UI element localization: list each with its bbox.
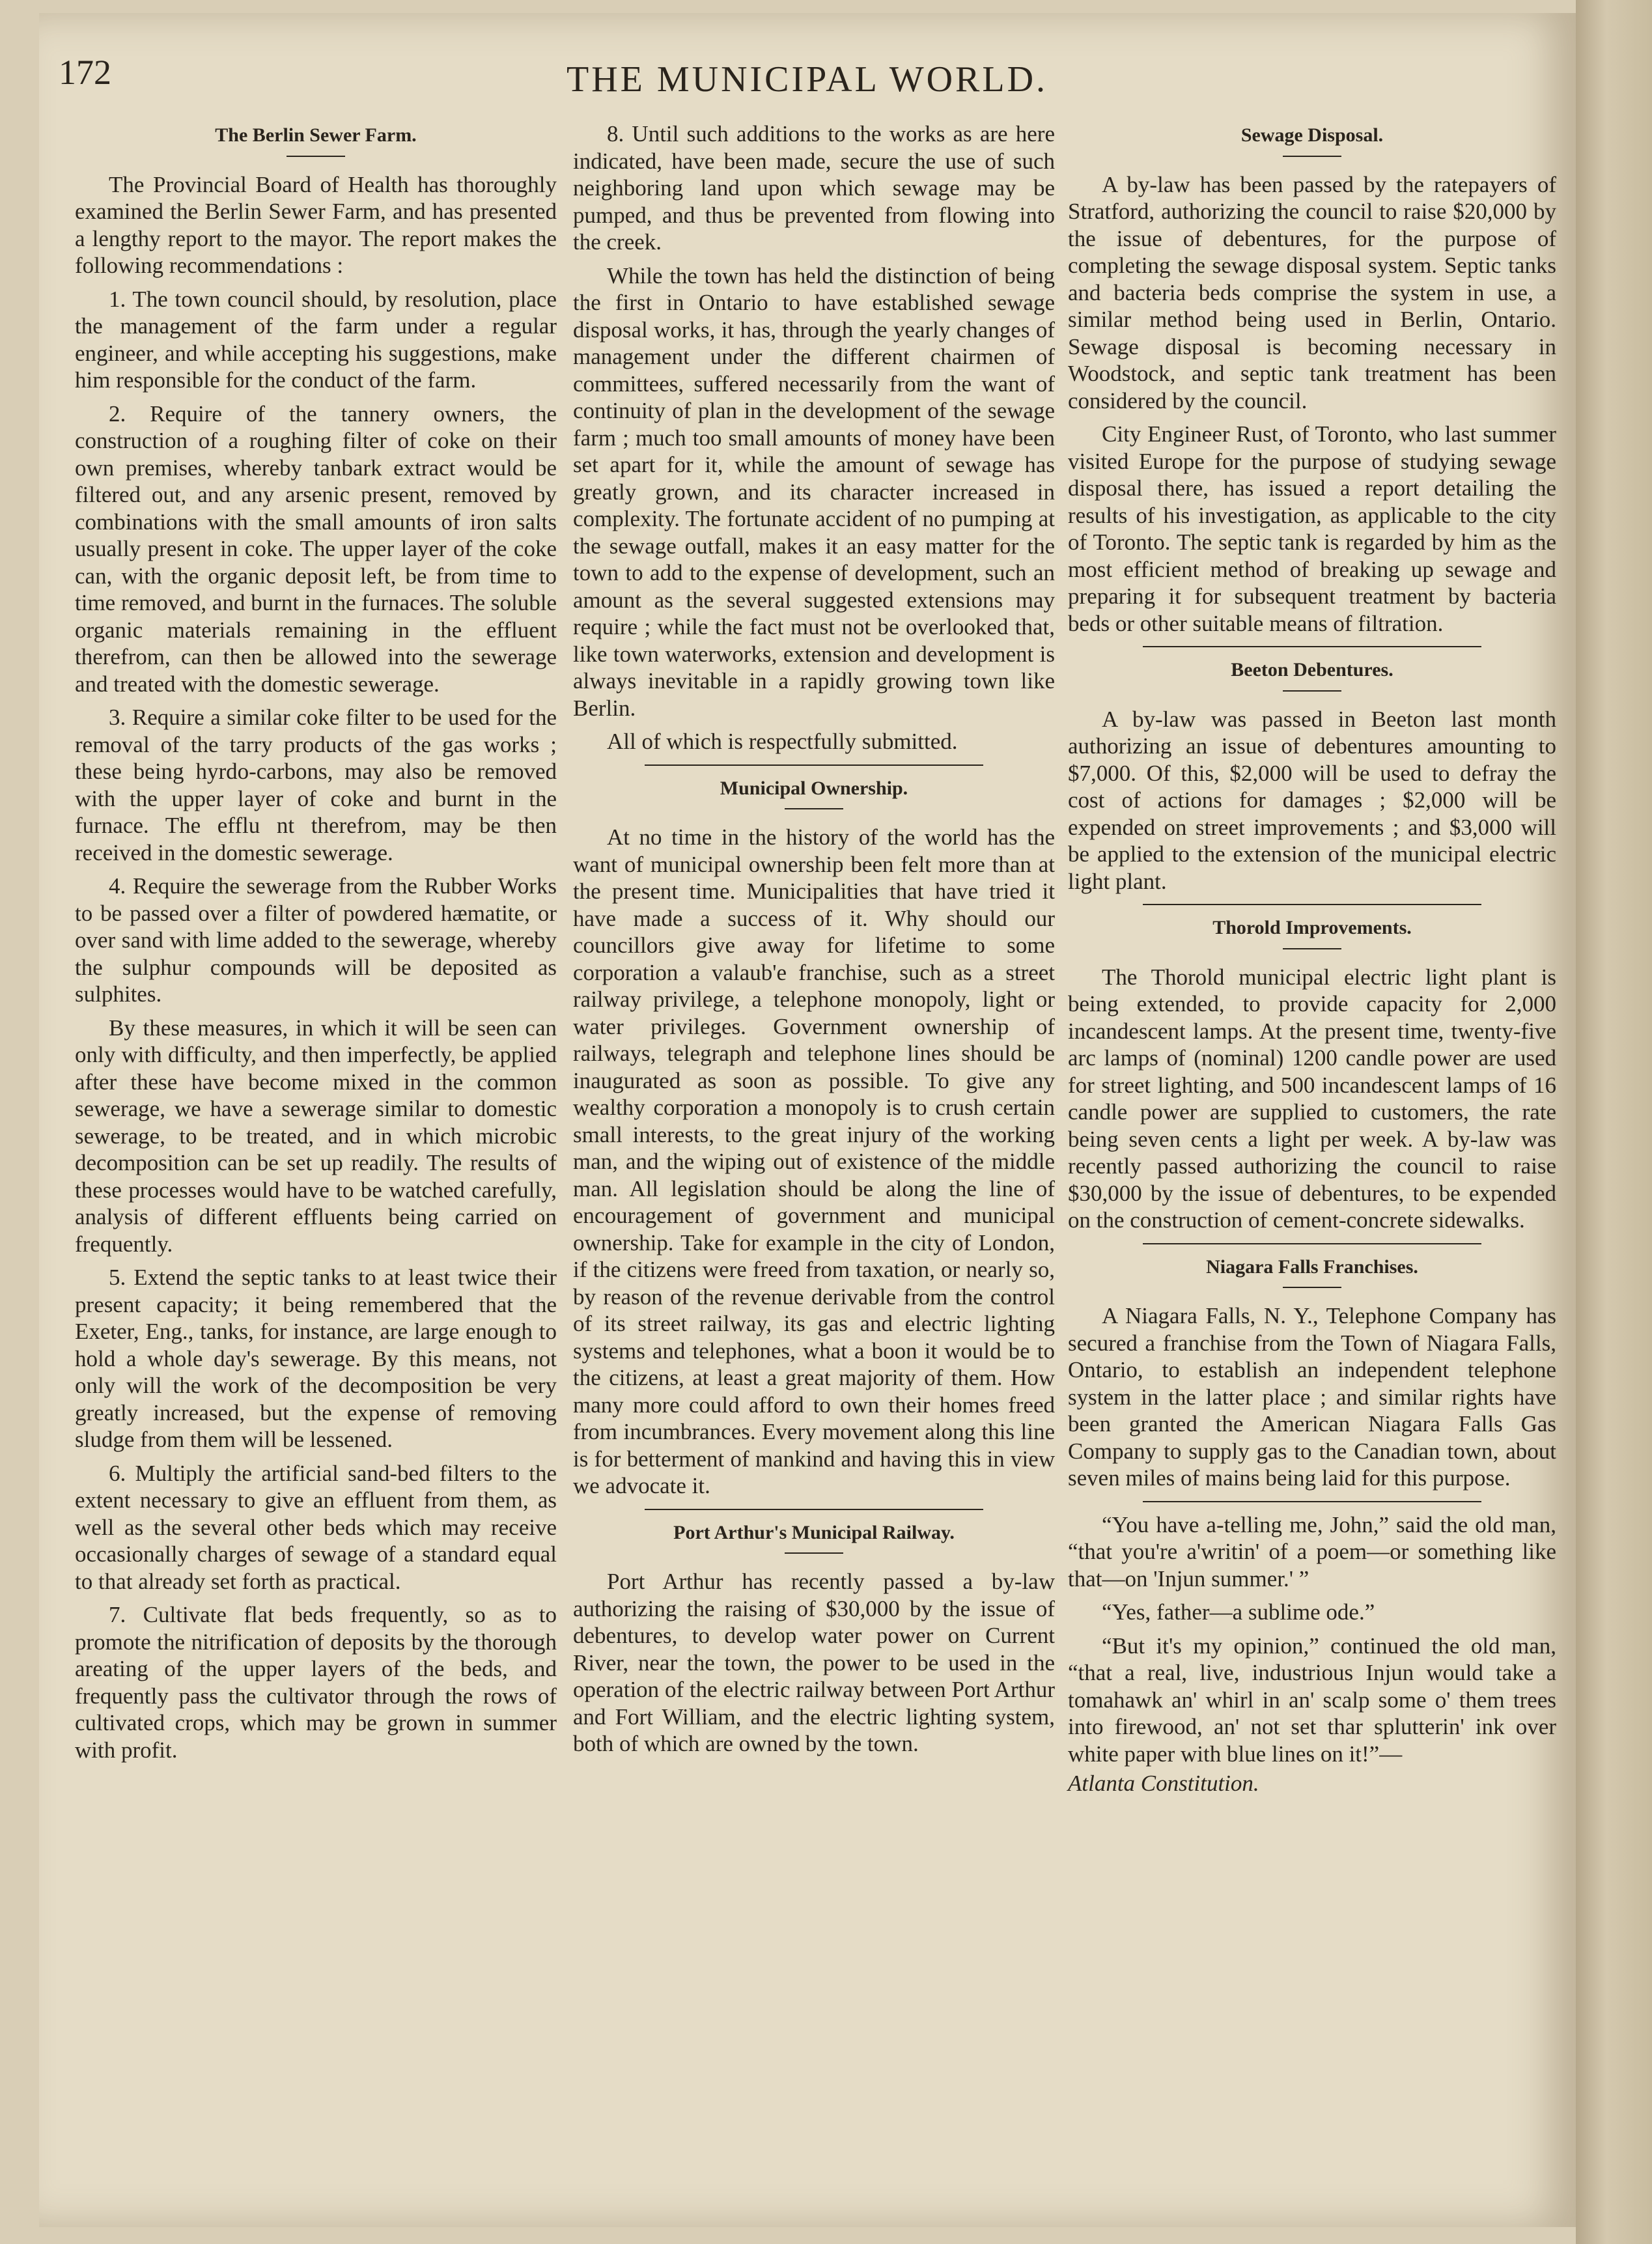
paragraph: Port Arthur has recently passed a by-law authorizing the raising of $30,000 by the issue of debentures, to develop water power on Current River, near the town, the power to be used in the operation of the electric railway between Port Arthur and Fort William, and the electric lighting system, both of which are owned by the town. [573,1569,1055,1756]
paragraph: The Provincial Board of Health has thoroughly examined the Berlin Sewer Farm, and has presented a lengthy report to the mayor. The report makes the following recommendations : [75,171,557,278]
paragraph: 5. Extend the septic tanks to at least twice their present capacity; it being remembered that the Exeter, Eng., tanks, for instance, are large enough to hold a whole day's sewerage. By this means, not only will the work of the decomposition be very greatly increased, but the expense of removing sludge from them will be lessened. [75,1265,557,1452]
section-title-thorold-improvements: Thorold Improvements. [1212,917,1412,938]
section-title-beeton-debentures: Beeton Debentures. [1231,659,1393,680]
paragraph: By these measures, in which it will be seen can only with difficulty, and then imperfectly, be applied after these have become mixed in the common sewerage, we have a sewerage similar to domestic sewerage, to be treated, and in which microbic decomposition can be set up readily. The results of these processes would have to be watched carefully, analysis of different effluents being carried on frequently. [75,1015,557,1257]
section-title-niagara-falls-franchises: Niagara Falls Franchises. [1206,1255,1418,1278]
section-divider [1143,1501,1481,1502]
page-number: 172 [59,53,111,92]
paragraph: “Yes, father—a sublime ode.” [1102,1599,1375,1625]
column-2 [573,120,1055,1764]
page-header [59,52,1543,111]
page-gutter [1576,0,1652,2244]
column-3 [1068,120,1556,1804]
paragraph: A by-law was passed in Beeton last month authorizing an issue of debentures amounting to $7,000. Of this, $2,000 will be used to defray the cost of actions for damages ; $2,000 will be expended on street improvements ; and $3,000 will be applied to the extension of the municipal electric light plant. [1068,706,1556,894]
section-title-berlin-sewer-farm: The Berlin Sewer Farm. [215,124,417,146]
section-divider [1143,646,1481,647]
paragraph: “But it's my opinion,” continued the old man, “that a real, live, industrious Injun would take a tomahawk an' whirl in an' scalp some o' them trees into firewood, an' not set thar splutterin' ink over white paper with blue lines on it!”— [1068,1633,1556,1767]
title-rule [1283,156,1341,157]
paragraph: 3. Require a similar coke filter to be used for the removal of the tarry products of the gas works ; these being hyrdo-carbons, may also be removed with the upper layer of coke and burnt in the furnace. The efflu nt therefrom, may be then received in the domestic sewerage. [75,705,557,865]
paragraph: A by-law has been passed by the ratepayers of Stratford, authorizing the council to raise $20,000 by the issue of debentures, for the purpose of completing the sewage disposal system. Septic tanks and bacteria beds comprise the system in use, a similar method being used in Berlin, Ontario. Sewage disposal is becoming necessary in Woodstock, and septic tank treatment has been considered by the council. [1068,171,1556,414]
title-rule [785,1552,843,1554]
paragraph: 8. Until such additions to the works as are here indicated, have been made, secure the use of such neighboring land upon which sewage may be pumped, and thus be prevented from flowing into the creek. [573,121,1055,255]
section-title-port-arthur: Port Arthur's Municipal Railway. [673,1521,955,1543]
title-rule [1283,690,1341,692]
paragraph: 1. The town council should, by resolution, place the management of the farm under a regular engineer, and while accepting his suggestions, make him responsible for the conduct of the farm. [75,286,557,393]
journal-title: THE MUNICIPAL WORLD. [567,59,1048,100]
section-divider [645,764,983,766]
paragraph: “You have a-telling me, John,” said the old man, “that you're a'writin' of a poem—or something like that—on 'Injun summer.' ” [1068,1511,1556,1592]
section-divider [1143,904,1481,905]
title-rule [287,156,345,157]
title-rule [1283,1287,1341,1288]
paragraph: 7. Cultivate flat beds frequently, so as to promote the nitrification of deposits by the thorough areating of the upper layers of the beds, and frequently pass the cultivator through the rows of cultivated crops, which may be grown in summer with profit. [75,1602,557,1763]
section-title-sewage-disposal: Sewage Disposal. [1240,124,1384,146]
paragraph: A Niagara Falls, N. Y., Telephone Company has secured a franchise from the Town of Niagara Falls, Ontario, to establish an independent telephone system in the latter place ; and similar rights have been granted the American Niagara Falls Gas Company to supply gas to the Canadian town, about seven miles of mains being laid for this purpose. [1068,1303,1556,1491]
paragraph: While the town has held the distinction of being the first in Ontario to have established sewage disposal works, it has, through the yearly changes of management under the different chairmen of committees, suffered necessarily from the want of continuity of plan in the development of the sewage farm ; much too small amounts of money have been set apart for it, while the amount of sewage has greatly grown, and its character increased in complexity. The fortunate accident of no pumping at the sewage outfall, makes it an easy matter for the town to add to the expense of development, such an amount as the several suggested extensions may require ; while the fact must not be overlooked that, like town waterworks, extension and development is always inevitable in a rapidly growing town like Berlin. [573,262,1055,721]
paragraph: All of which is respectfully submitted. [607,729,958,754]
section-divider [1143,1243,1481,1244]
title-rule [1283,948,1341,949]
paragraph: The Thorold municipal electric light plant is being extended, to provide capacity for 2,000 incandescent lamps. At the present time, twenty-five arc lamps of (nominal) 1200 candle power are used for street lighting, and 500 incandescent lamps of 16 candle power are supplied to customers, the rate being seven cents a light per week. A by-law was recently passed authorizing the council to raise $30,000 by the issue of debentures, to be expended on the construction of cement-concrete sidewalks. [1068,964,1556,1233]
title-rule [785,808,843,809]
section-title-municipal-ownership: Municipal Ownership. [720,777,908,799]
paragraph: 6. Multiply the artificial sand-bed filters to the extent necessary to give an effluent from them, as well as the several other beds which may receive occasionally charges of sewage of a standard equal to that already set forth as practical. [75,1460,557,1594]
column-1 [75,120,557,1770]
paragraph: City Engineer Rust, of Toronto, who last summer visited Europe for the purpose of studying sewage disposal there, has issued a report detailing the results of his investigation, as applicable to the city of Toronto. The septic tank is regarded by him as the most efficient method of breaking up sewage and preparing it for subsequent treatment by bacteria beds or other suitable means of filtration. [1068,421,1556,636]
citation: Atlanta Constitution. [1068,1771,1259,1796]
section-divider [645,1509,983,1510]
paragraph: 4. Require the sewerage from the Rubber Works to be passed over a filter of powdered hæmatite, or over sand with lime added to the sewerage, whereby the sulphur compounds will be deposited as sulphites. [75,873,557,1007]
paragraph: At no time in the history of the world has the want of municipal ownership been felt more than at the present time. Municipalities that have tried it have made a success of it. Why should our councillors give away for lifetime to some corporation a valaub'e franchise, such as a street railway privilege, a telephone monopoly, light or water privileges. Government ownership of railways, telegraph and telephone lines should be inaugurated as soon as possible. To give any wealthy corporation a monopoly is to crush certain small interests, to the great injury of the working man, and the wiping out of existence of the middle man. All legislation should be along the line of encouragement of government and municipal ownership. Take for example in the city of London, if the citizens were freed from taxation, or nearly so, by reason of the revenue derivable from the control of its street railway, its gas and electric lighting systems and telephones, what a boon it would be to the citizens, at least a great majority of them. How many more could afford to own their homes freed from incumbrances. Every movement along this line is for betterment of mankind and having this in view we advocate it. [573,824,1055,1498]
paragraph: 2. Require of the tannery owners, the construction of a roughing filter of coke on their own premises, whereby tanbark extract would be filtered out, and any arsenic present, removed by combinations with the small amounts of iron salts usually present in coke. The upper layer of the coke can, with the organic deposit left, be from time to time removed, and burnt in the furnaces. The soluble organic materials remaining in the effluent therefrom, can then be allowed into the sewerage and treated with the domestic sewerage. [75,400,557,697]
